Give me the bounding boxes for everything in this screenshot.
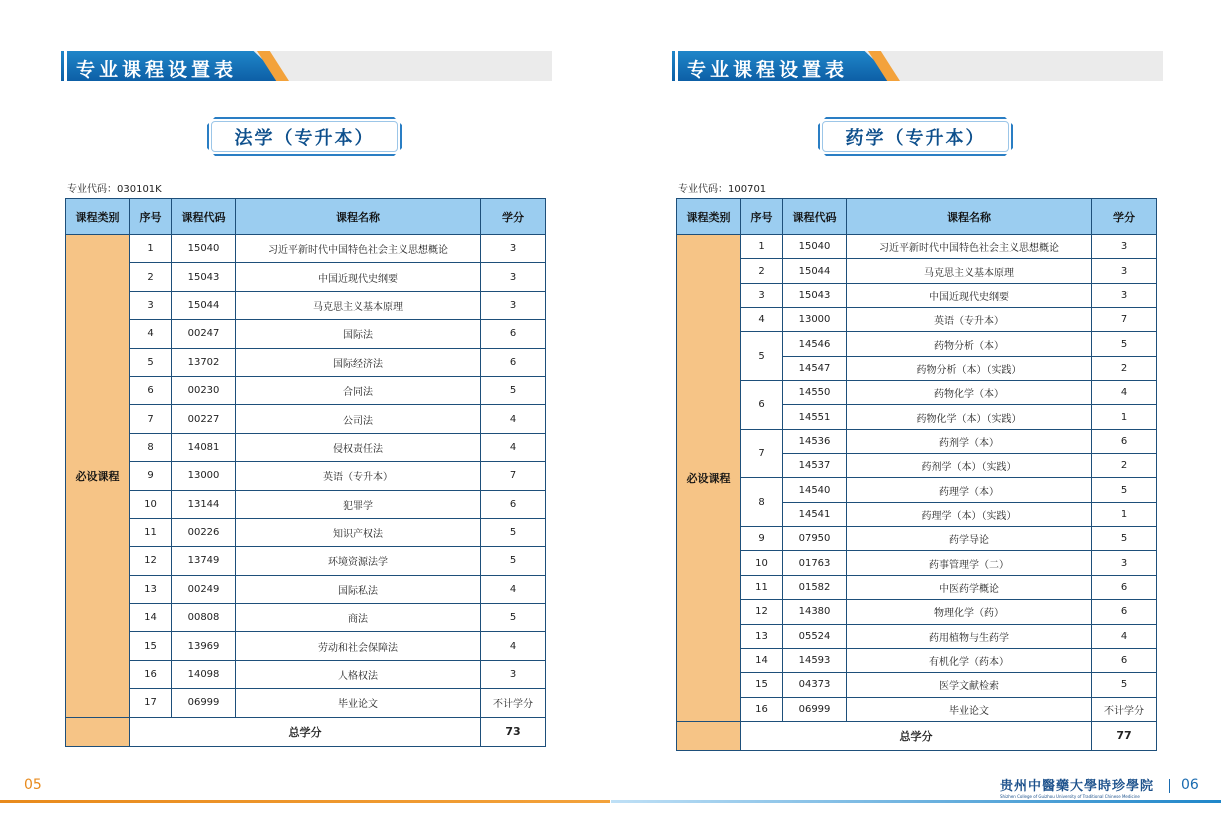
table-row bbox=[677, 259, 1157, 283]
table-row bbox=[66, 575, 546, 603]
table-row bbox=[66, 490, 546, 518]
row-number: 6 bbox=[130, 376, 172, 404]
course-name: 侵权责任法 bbox=[236, 433, 481, 461]
course-code: 14540 bbox=[783, 478, 847, 502]
course-credit: 5 bbox=[1092, 527, 1157, 551]
course-credit: 1 bbox=[1092, 502, 1157, 526]
course-name: 马克思主义基本原理 bbox=[236, 291, 481, 319]
course-credit: 6 bbox=[1092, 429, 1157, 453]
total-value: 73 bbox=[481, 717, 546, 746]
table-row bbox=[66, 632, 546, 660]
row-number: 3 bbox=[741, 283, 783, 307]
course-credit: 7 bbox=[481, 462, 546, 490]
table-row bbox=[66, 348, 546, 376]
header-category: 课程类别 bbox=[66, 199, 130, 235]
row-number: 4 bbox=[741, 308, 783, 332]
total-label: 总学分 bbox=[130, 717, 481, 746]
row-number: 14 bbox=[741, 648, 783, 672]
course-code: 14551 bbox=[783, 405, 847, 429]
total-category-cell bbox=[66, 717, 130, 746]
course-name: 中国近现代史纲要 bbox=[847, 283, 1092, 307]
row-number: 12 bbox=[130, 547, 172, 575]
row-number: 15 bbox=[741, 673, 783, 697]
table-row bbox=[66, 462, 546, 490]
row-number: 1 bbox=[130, 235, 172, 263]
course-name: 毕业论文 bbox=[236, 689, 481, 717]
row-number: 16 bbox=[130, 660, 172, 688]
header-name: 课程名称 bbox=[847, 199, 1092, 235]
course-name: 公司法 bbox=[236, 405, 481, 433]
course-code: 06999 bbox=[172, 689, 236, 717]
category-cell: 必设课程 bbox=[66, 235, 130, 718]
major-title-badge bbox=[207, 117, 402, 156]
major-code: 专业代码：100701 bbox=[678, 184, 767, 195]
course-name: 药物分析（本） bbox=[847, 332, 1092, 356]
course-credit: 2 bbox=[1092, 454, 1157, 478]
course-name: 劳动和社会保障法 bbox=[236, 632, 481, 660]
table-row bbox=[677, 697, 1157, 721]
course-code: 00808 bbox=[172, 604, 236, 632]
course-credit: 4 bbox=[481, 405, 546, 433]
row-number: 6 bbox=[741, 381, 783, 430]
course-table-body bbox=[677, 235, 1157, 751]
page-number: 06 bbox=[1181, 777, 1199, 793]
course-code: 14380 bbox=[783, 600, 847, 624]
row-number: 9 bbox=[741, 527, 783, 551]
table-row bbox=[66, 660, 546, 688]
footer-line bbox=[0, 800, 610, 803]
row-number: 8 bbox=[741, 478, 783, 527]
row-number: 4 bbox=[130, 320, 172, 348]
course-credit: 4 bbox=[1092, 381, 1157, 405]
course-credit: 3 bbox=[1092, 551, 1157, 575]
course-name: 犯罪学 bbox=[236, 490, 481, 518]
course-code: 14546 bbox=[783, 332, 847, 356]
course-name: 医学文献检索 bbox=[847, 673, 1092, 697]
course-code: 14098 bbox=[172, 660, 236, 688]
header-credit: 学分 bbox=[1092, 199, 1157, 235]
course-code: 01582 bbox=[783, 575, 847, 599]
course-name: 药剂学（本）（实践） bbox=[847, 454, 1092, 478]
row-number: 7 bbox=[130, 405, 172, 433]
header-name: 课程名称 bbox=[236, 199, 481, 235]
course-code: 15040 bbox=[783, 235, 847, 259]
course-code: 14593 bbox=[783, 648, 847, 672]
school-logo bbox=[1000, 775, 1155, 799]
course-code: 00230 bbox=[172, 376, 236, 404]
course-code: 13000 bbox=[172, 462, 236, 490]
course-credit: 6 bbox=[481, 490, 546, 518]
course-credit: 4 bbox=[481, 575, 546, 603]
course-code: 13144 bbox=[172, 490, 236, 518]
header-credit: 学分 bbox=[481, 199, 546, 235]
course-credit: 5 bbox=[481, 547, 546, 575]
total-row bbox=[66, 717, 546, 746]
course-name: 药物化学（本） bbox=[847, 381, 1092, 405]
section-title: 专业课程设置表 bbox=[687, 59, 849, 81]
course-credit: 1 bbox=[1092, 405, 1157, 429]
table-row bbox=[66, 263, 546, 291]
table-row bbox=[677, 381, 1157, 405]
row-number: 13 bbox=[741, 624, 783, 648]
row-number: 5 bbox=[741, 332, 783, 381]
header-code: 课程代码 bbox=[172, 199, 236, 235]
table-row bbox=[66, 433, 546, 461]
course-name: 国际经济法 bbox=[236, 348, 481, 376]
table-header-row bbox=[677, 199, 1157, 235]
major-title: 法学（专升本） bbox=[234, 127, 375, 149]
course-table bbox=[676, 198, 1157, 751]
page-number: 05 bbox=[24, 777, 42, 793]
course-code: 05524 bbox=[783, 624, 847, 648]
course-code: 07950 bbox=[783, 527, 847, 551]
table-row bbox=[677, 575, 1157, 599]
course-code: 00247 bbox=[172, 320, 236, 348]
course-name: 人格权法 bbox=[236, 660, 481, 688]
course-name: 药剂学（本） bbox=[847, 429, 1092, 453]
table-row bbox=[66, 518, 546, 546]
table-row bbox=[66, 291, 546, 319]
table-row bbox=[677, 600, 1157, 624]
row-number: 14 bbox=[130, 604, 172, 632]
course-credit: 4 bbox=[1092, 624, 1157, 648]
table-row bbox=[677, 235, 1157, 259]
course-code: 13969 bbox=[172, 632, 236, 660]
course-name: 药理学（本） bbox=[847, 478, 1092, 502]
course-credit: 7 bbox=[1092, 308, 1157, 332]
course-code: 15044 bbox=[172, 291, 236, 319]
course-name: 习近平新时代中国特色社会主义思想概论 bbox=[847, 235, 1092, 259]
table-row bbox=[677, 308, 1157, 332]
course-name: 合同法 bbox=[236, 376, 481, 404]
section-title: 专业课程设置表 bbox=[76, 59, 238, 81]
course-code: 14541 bbox=[783, 502, 847, 526]
table-row bbox=[677, 429, 1157, 453]
row-number: 16 bbox=[741, 697, 783, 721]
course-credit: 3 bbox=[481, 291, 546, 319]
course-name: 毕业论文 bbox=[847, 697, 1092, 721]
course-code: 14537 bbox=[783, 454, 847, 478]
row-number: 2 bbox=[741, 259, 783, 283]
course-credit: 3 bbox=[1092, 283, 1157, 307]
course-credit: 3 bbox=[1092, 235, 1157, 259]
row-number: 9 bbox=[130, 462, 172, 490]
course-table bbox=[65, 198, 546, 747]
course-credit: 5 bbox=[481, 518, 546, 546]
course-code: 01763 bbox=[783, 551, 847, 575]
course-name: 国际私法 bbox=[236, 575, 481, 603]
course-credit: 2 bbox=[1092, 356, 1157, 380]
course-name: 商法 bbox=[236, 604, 481, 632]
course-code: 06999 bbox=[783, 697, 847, 721]
course-name: 中国近现代史纲要 bbox=[236, 263, 481, 291]
course-code: 14550 bbox=[783, 381, 847, 405]
row-number: 11 bbox=[130, 518, 172, 546]
course-credit: 6 bbox=[481, 348, 546, 376]
table-row bbox=[677, 527, 1157, 551]
total-label: 总学分 bbox=[741, 721, 1092, 750]
row-number: 1 bbox=[741, 235, 783, 259]
row-number: 10 bbox=[741, 551, 783, 575]
course-credit: 5 bbox=[1092, 478, 1157, 502]
course-credit: 6 bbox=[1092, 600, 1157, 624]
course-code: 13702 bbox=[172, 348, 236, 376]
course-credit: 5 bbox=[481, 376, 546, 404]
course-name: 英语（专升本） bbox=[236, 462, 481, 490]
course-credit: 4 bbox=[481, 632, 546, 660]
course-credit: 6 bbox=[1092, 575, 1157, 599]
row-number: 12 bbox=[741, 600, 783, 624]
table-row bbox=[66, 689, 546, 717]
row-number: 17 bbox=[130, 689, 172, 717]
course-name: 药理学（本）（实践） bbox=[847, 502, 1092, 526]
course-credit: 5 bbox=[481, 604, 546, 632]
major-title-badge bbox=[818, 117, 1013, 156]
course-table-body bbox=[66, 235, 546, 747]
row-number: 5 bbox=[130, 348, 172, 376]
course-credit: 3 bbox=[481, 263, 546, 291]
course-credit: 3 bbox=[481, 660, 546, 688]
course-credit: 3 bbox=[1092, 259, 1157, 283]
course-name: 习近平新时代中国特色社会主义思想概论 bbox=[236, 235, 481, 263]
course-credit: 6 bbox=[481, 320, 546, 348]
table-row bbox=[677, 332, 1157, 356]
row-number: 11 bbox=[741, 575, 783, 599]
row-number: 8 bbox=[130, 433, 172, 461]
row-number: 13 bbox=[130, 575, 172, 603]
course-code: 15044 bbox=[783, 259, 847, 283]
table-row bbox=[677, 478, 1157, 502]
table-row bbox=[66, 604, 546, 632]
table-row bbox=[677, 551, 1157, 575]
header-category: 课程类别 bbox=[677, 199, 741, 235]
right-page bbox=[611, 0, 1221, 822]
category-cell: 必设课程 bbox=[677, 235, 741, 722]
footer-line bbox=[611, 800, 1221, 803]
course-name: 药学导论 bbox=[847, 527, 1092, 551]
course-code: 00249 bbox=[172, 575, 236, 603]
course-code: 13749 bbox=[172, 547, 236, 575]
course-name: 环境资源法学 bbox=[236, 547, 481, 575]
school-name-en: Shizhen College of Guizhou University of Traditional Chinese Medicine bbox=[1000, 794, 1140, 799]
course-name: 知识产权法 bbox=[236, 518, 481, 546]
course-name: 英语（专升本） bbox=[847, 308, 1092, 332]
course-name: 物理化学（药） bbox=[847, 600, 1092, 624]
table-row bbox=[677, 648, 1157, 672]
course-code: 13000 bbox=[783, 308, 847, 332]
course-code: 15043 bbox=[172, 263, 236, 291]
course-credit: 6 bbox=[1092, 648, 1157, 672]
course-name: 马克思主义基本原理 bbox=[847, 259, 1092, 283]
table-row bbox=[677, 624, 1157, 648]
row-number: 7 bbox=[741, 429, 783, 478]
row-number: 3 bbox=[130, 291, 172, 319]
left-page bbox=[0, 0, 610, 822]
table-row bbox=[66, 235, 546, 263]
total-category-cell bbox=[677, 721, 741, 750]
course-code: 00226 bbox=[172, 518, 236, 546]
header-code: 课程代码 bbox=[783, 199, 847, 235]
course-name: 药物分析（本）（实践） bbox=[847, 356, 1092, 380]
total-value: 77 bbox=[1092, 721, 1157, 750]
footer-separator bbox=[1169, 779, 1170, 793]
course-code: 15040 bbox=[172, 235, 236, 263]
course-name: 国际法 bbox=[236, 320, 481, 348]
course-code: 04373 bbox=[783, 673, 847, 697]
course-code: 14081 bbox=[172, 433, 236, 461]
table-row bbox=[677, 673, 1157, 697]
course-name: 药用植物与生药学 bbox=[847, 624, 1092, 648]
total-row bbox=[677, 721, 1157, 750]
table-row bbox=[66, 547, 546, 575]
course-code: 00227 bbox=[172, 405, 236, 433]
header-number: 序号 bbox=[130, 199, 172, 235]
course-credit: 不计学分 bbox=[1092, 697, 1157, 721]
table-row bbox=[677, 283, 1157, 307]
course-credit: 不计学分 bbox=[481, 689, 546, 717]
course-code: 14547 bbox=[783, 356, 847, 380]
course-name: 中医药学概论 bbox=[847, 575, 1092, 599]
course-code: 15043 bbox=[783, 283, 847, 307]
course-credit: 5 bbox=[1092, 673, 1157, 697]
table-row bbox=[66, 320, 546, 348]
course-credit: 5 bbox=[1092, 332, 1157, 356]
school-name-cn: 贵州中醫藥大學時珍學院 bbox=[1000, 779, 1155, 794]
header-number: 序号 bbox=[741, 199, 783, 235]
course-credit: 4 bbox=[481, 433, 546, 461]
course-name: 药物化学（本）（实践） bbox=[847, 405, 1092, 429]
table-row bbox=[66, 376, 546, 404]
table-header-row bbox=[66, 199, 546, 235]
section-header-bar bbox=[61, 51, 552, 81]
major-code: 专业代码：030101K bbox=[67, 184, 162, 195]
row-number: 15 bbox=[130, 632, 172, 660]
table-row bbox=[66, 405, 546, 433]
section-header-bar bbox=[672, 51, 1163, 81]
course-credit: 3 bbox=[481, 235, 546, 263]
course-name: 药事管理学（二） bbox=[847, 551, 1092, 575]
major-title: 药学（专升本） bbox=[845, 127, 986, 149]
row-number: 10 bbox=[130, 490, 172, 518]
row-number: 2 bbox=[130, 263, 172, 291]
course-code: 14536 bbox=[783, 429, 847, 453]
course-name: 有机化学（药本） bbox=[847, 648, 1092, 672]
